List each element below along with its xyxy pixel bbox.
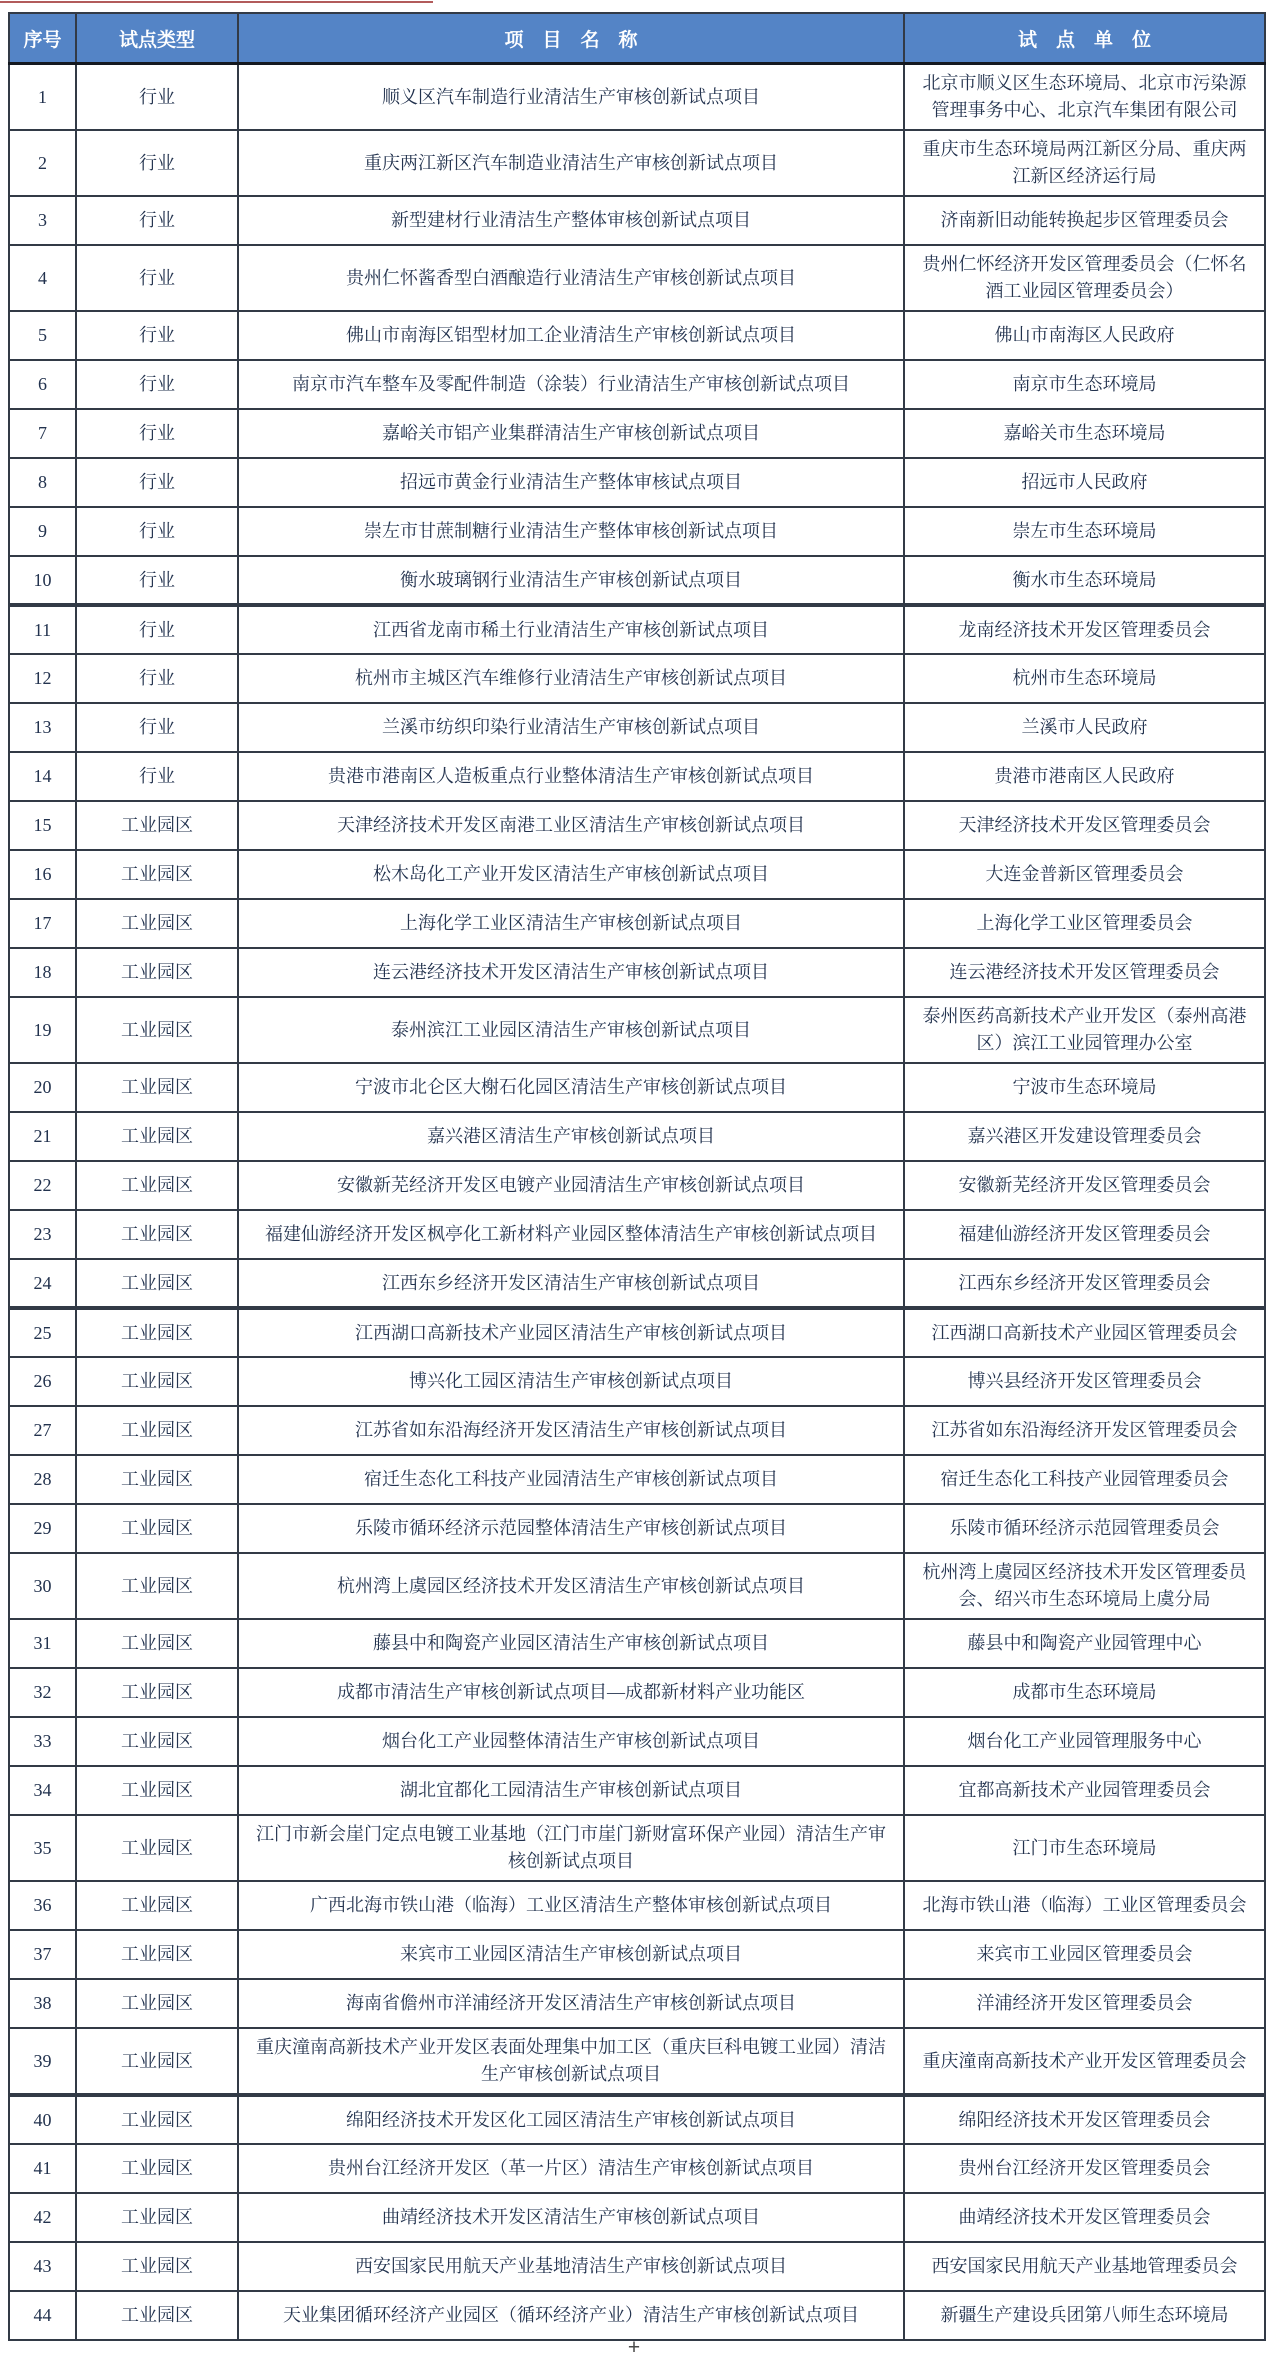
project-name-cell: 崇左市甘蔗制糖行业清洁生产整体审核创新试点项目	[238, 507, 904, 556]
pilot-type-cell: 工业园区	[76, 2095, 238, 2144]
table-row	[9, 2291, 1265, 2340]
pilot-type-cell: 行业	[76, 245, 238, 311]
project-name-cell: 湖北宜都化工园清洁生产审核创新试点项目	[238, 1766, 904, 1815]
project-name-cell: 江苏省如东沿海经济开发区清洁生产审核创新试点项目	[238, 1406, 904, 1455]
table-row	[9, 507, 1265, 556]
project-name-cell: 乐陵市循环经济示范园整体清洁生产审核创新试点项目	[238, 1504, 904, 1553]
pilot-unit-cell: 江苏省如东沿海经济开发区管理委员会	[904, 1406, 1265, 1455]
project-name-cell: 烟台化工产业园整体清洁生产审核创新试点项目	[238, 1717, 904, 1766]
project-name-cell: 藤县中和陶瓷产业园区清洁生产审核创新试点项目	[238, 1619, 904, 1668]
table-row	[9, 997, 1265, 1063]
pilot-type-cell: 工业园区	[76, 1668, 238, 1717]
pilot-unit-cell: 贵州台江经济开发区管理委员会	[904, 2144, 1265, 2193]
pilot-type-cell: 工业园区	[76, 1308, 238, 1357]
table-row	[9, 1259, 1265, 1308]
pilot-unit-cell: 杭州湾上虞园区经济技术开发区管理委员会、绍兴市生态环境局上虞分局	[904, 1553, 1265, 1619]
serial-number-cell: 5	[9, 311, 76, 360]
header-serial-number: 序号	[9, 13, 76, 64]
pilot-unit-cell: 江西东乡经济开发区管理委员会	[904, 1259, 1265, 1308]
table-row	[9, 2144, 1265, 2193]
serial-number-cell: 31	[9, 1619, 76, 1668]
table-row	[9, 1504, 1265, 1553]
project-name-cell: 兰溪市纺织印染行业清洁生产审核创新试点项目	[238, 703, 904, 752]
pilot-unit-cell: 烟台化工产业园管理服务中心	[904, 1717, 1265, 1766]
table-row	[9, 2242, 1265, 2291]
pilot-type-cell: 行业	[76, 605, 238, 654]
header-project-name: 项 目 名 称	[238, 13, 904, 64]
project-name-cell: 宁波市北仑区大榭石化园区清洁生产审核创新试点项目	[238, 1063, 904, 1112]
serial-number-cell: 38	[9, 1979, 76, 2028]
pilot-unit-cell: 宜都高新技术产业园管理委员会	[904, 1766, 1265, 1815]
pilot-type-cell: 行业	[76, 752, 238, 801]
project-name-cell: 贵港市港南区人造板重点行业整体清洁生产审核创新试点项目	[238, 752, 904, 801]
serial-number-cell: 22	[9, 1161, 76, 1210]
project-name-cell: 招远市黄金行业清洁生产整体审核试点项目	[238, 458, 904, 507]
pilot-unit-cell: 福建仙游经济开发区管理委员会	[904, 1210, 1265, 1259]
pilot-unit-cell: 崇左市生态环境局	[904, 507, 1265, 556]
pilot-unit-cell: 洋浦经济开发区管理委员会	[904, 1979, 1265, 2028]
pilot-unit-cell: 兰溪市人民政府	[904, 703, 1265, 752]
serial-number-cell: 24	[9, 1259, 76, 1308]
pilot-type-cell: 工业园区	[76, 948, 238, 997]
header-pilot-unit: 试 点 单 位	[904, 13, 1265, 64]
table-row	[9, 130, 1265, 196]
pilot-type-cell: 工业园区	[76, 1112, 238, 1161]
project-name-cell: 重庆潼南高新技术产业开发区表面处理集中加工区（重庆巨科电镀工业园）清洁生产审核创新试点项目	[238, 2028, 904, 2095]
project-name-cell: 杭州湾上虞园区经济技术开发区清洁生产审核创新试点项目	[238, 1553, 904, 1619]
pilot-type-cell: 工业园区	[76, 1930, 238, 1979]
pilot-type-cell: 行业	[76, 196, 238, 245]
pilot-unit-cell: 成都市生态环境局	[904, 1668, 1265, 1717]
pilot-unit-cell: 重庆潼南高新技术产业开发区管理委员会	[904, 2028, 1265, 2095]
serial-number-cell: 2	[9, 130, 76, 196]
project-name-cell: 江门市新会崖门定点电镀工业基地（江门市崖门新财富环保产业园）清洁生产审核创新试点项目	[238, 1815, 904, 1881]
pilot-unit-cell: 嘉兴港区开发建设管理委员会	[904, 1112, 1265, 1161]
pilot-type-cell: 行业	[76, 409, 238, 458]
pilot-unit-cell: 嘉峪关市生态环境局	[904, 409, 1265, 458]
pilot-type-cell: 行业	[76, 360, 238, 409]
project-name-cell: 江西东乡经济开发区清洁生产审核创新试点项目	[238, 1259, 904, 1308]
table-row	[9, 605, 1265, 654]
serial-number-cell: 25	[9, 1308, 76, 1357]
pilot-unit-cell: 绵阳经济技术开发区管理委员会	[904, 2095, 1265, 2144]
pilot-type-cell: 工业园区	[76, 1259, 238, 1308]
pilot-unit-cell: 曲靖经济技术开发区管理委员会	[904, 2193, 1265, 2242]
serial-number-cell: 8	[9, 458, 76, 507]
project-name-cell: 西安国家民用航天产业基地清洁生产审核创新试点项目	[238, 2242, 904, 2291]
project-name-cell: 连云港经济技术开发区清洁生产审核创新试点项目	[238, 948, 904, 997]
serial-number-cell: 17	[9, 899, 76, 948]
project-name-cell: 重庆两江新区汽车制造业清洁生产审核创新试点项目	[238, 130, 904, 196]
pilot-unit-cell: 江门市生态环境局	[904, 1815, 1265, 1881]
project-name-cell: 新型建材行业清洁生产整体审核创新试点项目	[238, 196, 904, 245]
project-name-cell: 天业集团循环经济产业园区（循环经济产业）清洁生产审核创新试点项目	[238, 2291, 904, 2340]
pilot-type-cell: 工业园区	[76, 1979, 238, 2028]
serial-number-cell: 33	[9, 1717, 76, 1766]
table-row	[9, 752, 1265, 801]
serial-number-cell: 21	[9, 1112, 76, 1161]
project-name-cell: 上海化学工业区清洁生产审核创新试点项目	[238, 899, 904, 948]
table-row	[9, 64, 1265, 131]
project-name-cell: 安徽新芜经济开发区电镀产业园清洁生产审核创新试点项目	[238, 1161, 904, 1210]
project-name-cell: 杭州市主城区汽车维修行业清洁生产审核创新试点项目	[238, 654, 904, 703]
pilot-unit-cell: 南京市生态环境局	[904, 360, 1265, 409]
serial-number-cell: 4	[9, 245, 76, 311]
project-name-cell: 贵州仁怀酱香型白酒酿造行业清洁生产审核创新试点项目	[238, 245, 904, 311]
pilot-type-cell: 工业园区	[76, 899, 238, 948]
pilot-type-cell: 工业园区	[76, 850, 238, 899]
pilot-unit-cell: 衡水市生态环境局	[904, 556, 1265, 605]
project-name-cell: 泰州滨江工业园区清洁生产审核创新试点项目	[238, 997, 904, 1063]
pilot-type-cell: 工业园区	[76, 2193, 238, 2242]
pilot-unit-cell: 重庆市生态环境局两江新区分局、重庆两江新区经济运行局	[904, 130, 1265, 196]
pilot-type-cell: 工业园区	[76, 1063, 238, 1112]
pilot-unit-cell: 安徽新芜经济开发区管理委员会	[904, 1161, 1265, 1210]
serial-number-cell: 20	[9, 1063, 76, 1112]
project-name-cell: 嘉峪关市铝产业集群清洁生产审核创新试点项目	[238, 409, 904, 458]
table-row	[9, 1717, 1265, 1766]
serial-number-cell: 39	[9, 2028, 76, 2095]
pilot-unit-cell: 来宾市工业园区管理委员会	[904, 1930, 1265, 1979]
table-row	[9, 1063, 1265, 1112]
serial-number-cell: 18	[9, 948, 76, 997]
table-row	[9, 1161, 1265, 1210]
pilot-unit-cell: 佛山市南海区人民政府	[904, 311, 1265, 360]
table-row	[9, 196, 1265, 245]
table-row	[9, 2028, 1265, 2095]
table-row	[9, 2095, 1265, 2144]
project-name-cell: 绵阳经济技术开发区化工园区清洁生产审核创新试点项目	[238, 2095, 904, 2144]
pilot-unit-cell: 连云港经济技术开发区管理委员会	[904, 948, 1265, 997]
top-rule-line	[0, 1, 433, 3]
project-name-cell: 顺义区汽车制造行业清洁生产审核创新试点项目	[238, 64, 904, 131]
serial-number-cell: 12	[9, 654, 76, 703]
pilot-unit-cell: 招远市人民政府	[904, 458, 1265, 507]
serial-number-cell: 43	[9, 2242, 76, 2291]
serial-number-cell: 11	[9, 605, 76, 654]
serial-number-cell: 19	[9, 997, 76, 1063]
table-row	[9, 1357, 1265, 1406]
project-name-cell: 福建仙游经济开发区枫亭化工新材料产业园区整体清洁生产审核创新试点项目	[238, 1210, 904, 1259]
table-row	[9, 360, 1265, 409]
serial-number-cell: 28	[9, 1455, 76, 1504]
pilot-projects-table	[8, 12, 1266, 2341]
serial-number-cell: 27	[9, 1406, 76, 1455]
project-name-cell: 成都市清洁生产审核创新试点项目—成都新材料产业功能区	[238, 1668, 904, 1717]
pilot-unit-cell: 济南新旧动能转换起步区管理委员会	[904, 196, 1265, 245]
table-row	[9, 1210, 1265, 1259]
pilot-unit-cell: 北海市铁山港（临海）工业区管理委员会	[904, 1881, 1265, 1930]
plus-handle[interactable]: +	[627, 2336, 641, 2359]
pilot-unit-cell: 贵港市港南区人民政府	[904, 752, 1265, 801]
serial-number-cell: 3	[9, 196, 76, 245]
pilot-type-cell: 行业	[76, 654, 238, 703]
serial-number-cell: 26	[9, 1357, 76, 1406]
serial-number-cell: 6	[9, 360, 76, 409]
table-row	[9, 1979, 1265, 2028]
pilot-unit-cell: 博兴县经济开发区管理委员会	[904, 1357, 1265, 1406]
project-name-cell: 天津经济技术开发区南港工业区清洁生产审核创新试点项目	[238, 801, 904, 850]
header-pilot-type: 试点类型	[76, 13, 238, 64]
pilot-unit-cell: 乐陵市循环经济示范园管理委员会	[904, 1504, 1265, 1553]
serial-number-cell: 36	[9, 1881, 76, 1930]
pilot-type-cell: 工业园区	[76, 1766, 238, 1815]
project-name-cell: 来宾市工业园区清洁生产审核创新试点项目	[238, 1930, 904, 1979]
table-row	[9, 703, 1265, 752]
project-name-cell: 贵州台江经济开发区（革一片区）清洁生产审核创新试点项目	[238, 2144, 904, 2193]
table-row	[9, 948, 1265, 997]
project-name-cell: 佛山市南海区铝型材加工企业清洁生产审核创新试点项目	[238, 311, 904, 360]
pilot-type-cell: 工业园区	[76, 2144, 238, 2193]
table-row	[9, 1406, 1265, 1455]
serial-number-cell: 10	[9, 556, 76, 605]
pilot-type-cell: 行业	[76, 311, 238, 360]
serial-number-cell: 34	[9, 1766, 76, 1815]
serial-number-cell: 35	[9, 1815, 76, 1881]
pilot-unit-cell: 泰州医药高新技术产业开发区（泰州高港区）滨江工业园管理办公室	[904, 997, 1265, 1063]
pilot-type-cell: 工业园区	[76, 2291, 238, 2340]
table-row	[9, 2193, 1265, 2242]
table-row	[9, 556, 1265, 605]
pilot-unit-cell: 宿迁生态化工科技产业园管理委员会	[904, 1455, 1265, 1504]
serial-number-cell: 7	[9, 409, 76, 458]
table-row	[9, 1553, 1265, 1619]
table-row	[9, 1766, 1265, 1815]
project-name-cell: 海南省儋州市洋浦经济开发区清洁生产审核创新试点项目	[238, 1979, 904, 2028]
serial-number-cell: 13	[9, 703, 76, 752]
table-row	[9, 1112, 1265, 1161]
pilot-unit-cell: 大连金普新区管理委员会	[904, 850, 1265, 899]
pilot-unit-cell: 宁波市生态环境局	[904, 1063, 1265, 1112]
pilot-type-cell: 工业园区	[76, 2028, 238, 2095]
table-row	[9, 458, 1265, 507]
serial-number-cell: 40	[9, 2095, 76, 2144]
serial-number-cell: 42	[9, 2193, 76, 2242]
pilot-unit-cell: 贵州仁怀经济开发区管理委员会（仁怀名酒工业园区管理委员会）	[904, 245, 1265, 311]
serial-number-cell: 29	[9, 1504, 76, 1553]
pilot-unit-cell: 江西湖口高新技术产业园区管理委员会	[904, 1308, 1265, 1357]
project-name-cell: 嘉兴港区清洁生产审核创新试点项目	[238, 1112, 904, 1161]
pilot-type-cell: 工业园区	[76, 1553, 238, 1619]
table-row	[9, 311, 1265, 360]
pilot-unit-cell: 天津经济技术开发区管理委员会	[904, 801, 1265, 850]
table-row	[9, 850, 1265, 899]
table-row	[9, 245, 1265, 311]
pilot-type-cell: 工业园区	[76, 1406, 238, 1455]
pilot-type-cell: 工业园区	[76, 1357, 238, 1406]
pilot-unit-cell: 上海化学工业区管理委员会	[904, 899, 1265, 948]
pilot-type-cell: 工业园区	[76, 1815, 238, 1881]
serial-number-cell: 44	[9, 2291, 76, 2340]
pilot-type-cell: 行业	[76, 130, 238, 196]
pilot-unit-cell: 杭州市生态环境局	[904, 654, 1265, 703]
pilot-type-cell: 工业园区	[76, 1717, 238, 1766]
table-row	[9, 409, 1265, 458]
pilot-unit-cell: 西安国家民用航天产业基地管理委员会	[904, 2242, 1265, 2291]
table-row	[9, 1308, 1265, 1357]
serial-number-cell: 30	[9, 1553, 76, 1619]
serial-number-cell: 16	[9, 850, 76, 899]
project-name-cell: 江西省龙南市稀土行业清洁生产审核创新试点项目	[238, 605, 904, 654]
project-name-cell: 广西北海市铁山港（临海）工业区清洁生产整体审核创新试点项目	[238, 1881, 904, 1930]
serial-number-cell: 1	[9, 64, 76, 131]
table-header-row	[9, 13, 1265, 64]
pilot-type-cell: 工业园区	[76, 801, 238, 850]
pilot-type-cell: 行业	[76, 64, 238, 131]
table-row	[9, 1881, 1265, 1930]
table-row	[9, 1619, 1265, 1668]
pilot-unit-cell: 北京市顺义区生态环境局、北京市污染源管理事务中心、北京汽车集团有限公司	[904, 64, 1265, 131]
table-row	[9, 801, 1265, 850]
serial-number-cell: 9	[9, 507, 76, 556]
table-row	[9, 1455, 1265, 1504]
serial-number-cell: 32	[9, 1668, 76, 1717]
pilot-type-cell: 工业园区	[76, 1504, 238, 1553]
serial-number-cell: 14	[9, 752, 76, 801]
table-row	[9, 1815, 1265, 1881]
serial-number-cell: 23	[9, 1210, 76, 1259]
pilot-type-cell: 工业园区	[76, 1619, 238, 1668]
table-row	[9, 1668, 1265, 1717]
project-name-cell: 宿迁生态化工科技产业园清洁生产审核创新试点项目	[238, 1455, 904, 1504]
pilot-unit-cell: 藤县中和陶瓷产业园管理中心	[904, 1619, 1265, 1668]
pilot-type-cell: 工业园区	[76, 1455, 238, 1504]
table-row	[9, 1930, 1265, 1979]
project-name-cell: 博兴化工园区清洁生产审核创新试点项目	[238, 1357, 904, 1406]
table-row	[9, 899, 1265, 948]
project-name-cell: 松木岛化工产业开发区清洁生产审核创新试点项目	[238, 850, 904, 899]
pilot-type-cell: 行业	[76, 507, 238, 556]
pilot-type-cell: 行业	[76, 458, 238, 507]
pilot-type-cell: 工业园区	[76, 1161, 238, 1210]
table-row	[9, 654, 1265, 703]
pilot-type-cell: 工业园区	[76, 997, 238, 1063]
pilot-unit-cell: 新疆生产建设兵团第八师生态环境局	[904, 2291, 1265, 2340]
pilot-type-cell: 行业	[76, 703, 238, 752]
project-name-cell: 衡水玻璃钢行业清洁生产审核创新试点项目	[238, 556, 904, 605]
pilot-type-cell: 行业	[76, 556, 238, 605]
serial-number-cell: 37	[9, 1930, 76, 1979]
project-name-cell: 江西湖口高新技术产业园区清洁生产审核创新试点项目	[238, 1308, 904, 1357]
pilot-type-cell: 工业园区	[76, 1210, 238, 1259]
project-name-cell: 南京市汽车整车及零配件制造（涂装）行业清洁生产审核创新试点项目	[238, 360, 904, 409]
serial-number-cell: 15	[9, 801, 76, 850]
project-name-cell: 曲靖经济技术开发区清洁生产审核创新试点项目	[238, 2193, 904, 2242]
pilot-type-cell: 工业园区	[76, 2242, 238, 2291]
serial-number-cell: 41	[9, 2144, 76, 2193]
pilot-type-cell: 工业园区	[76, 1881, 238, 1930]
pilot-unit-cell: 龙南经济技术开发区管理委员会	[904, 605, 1265, 654]
